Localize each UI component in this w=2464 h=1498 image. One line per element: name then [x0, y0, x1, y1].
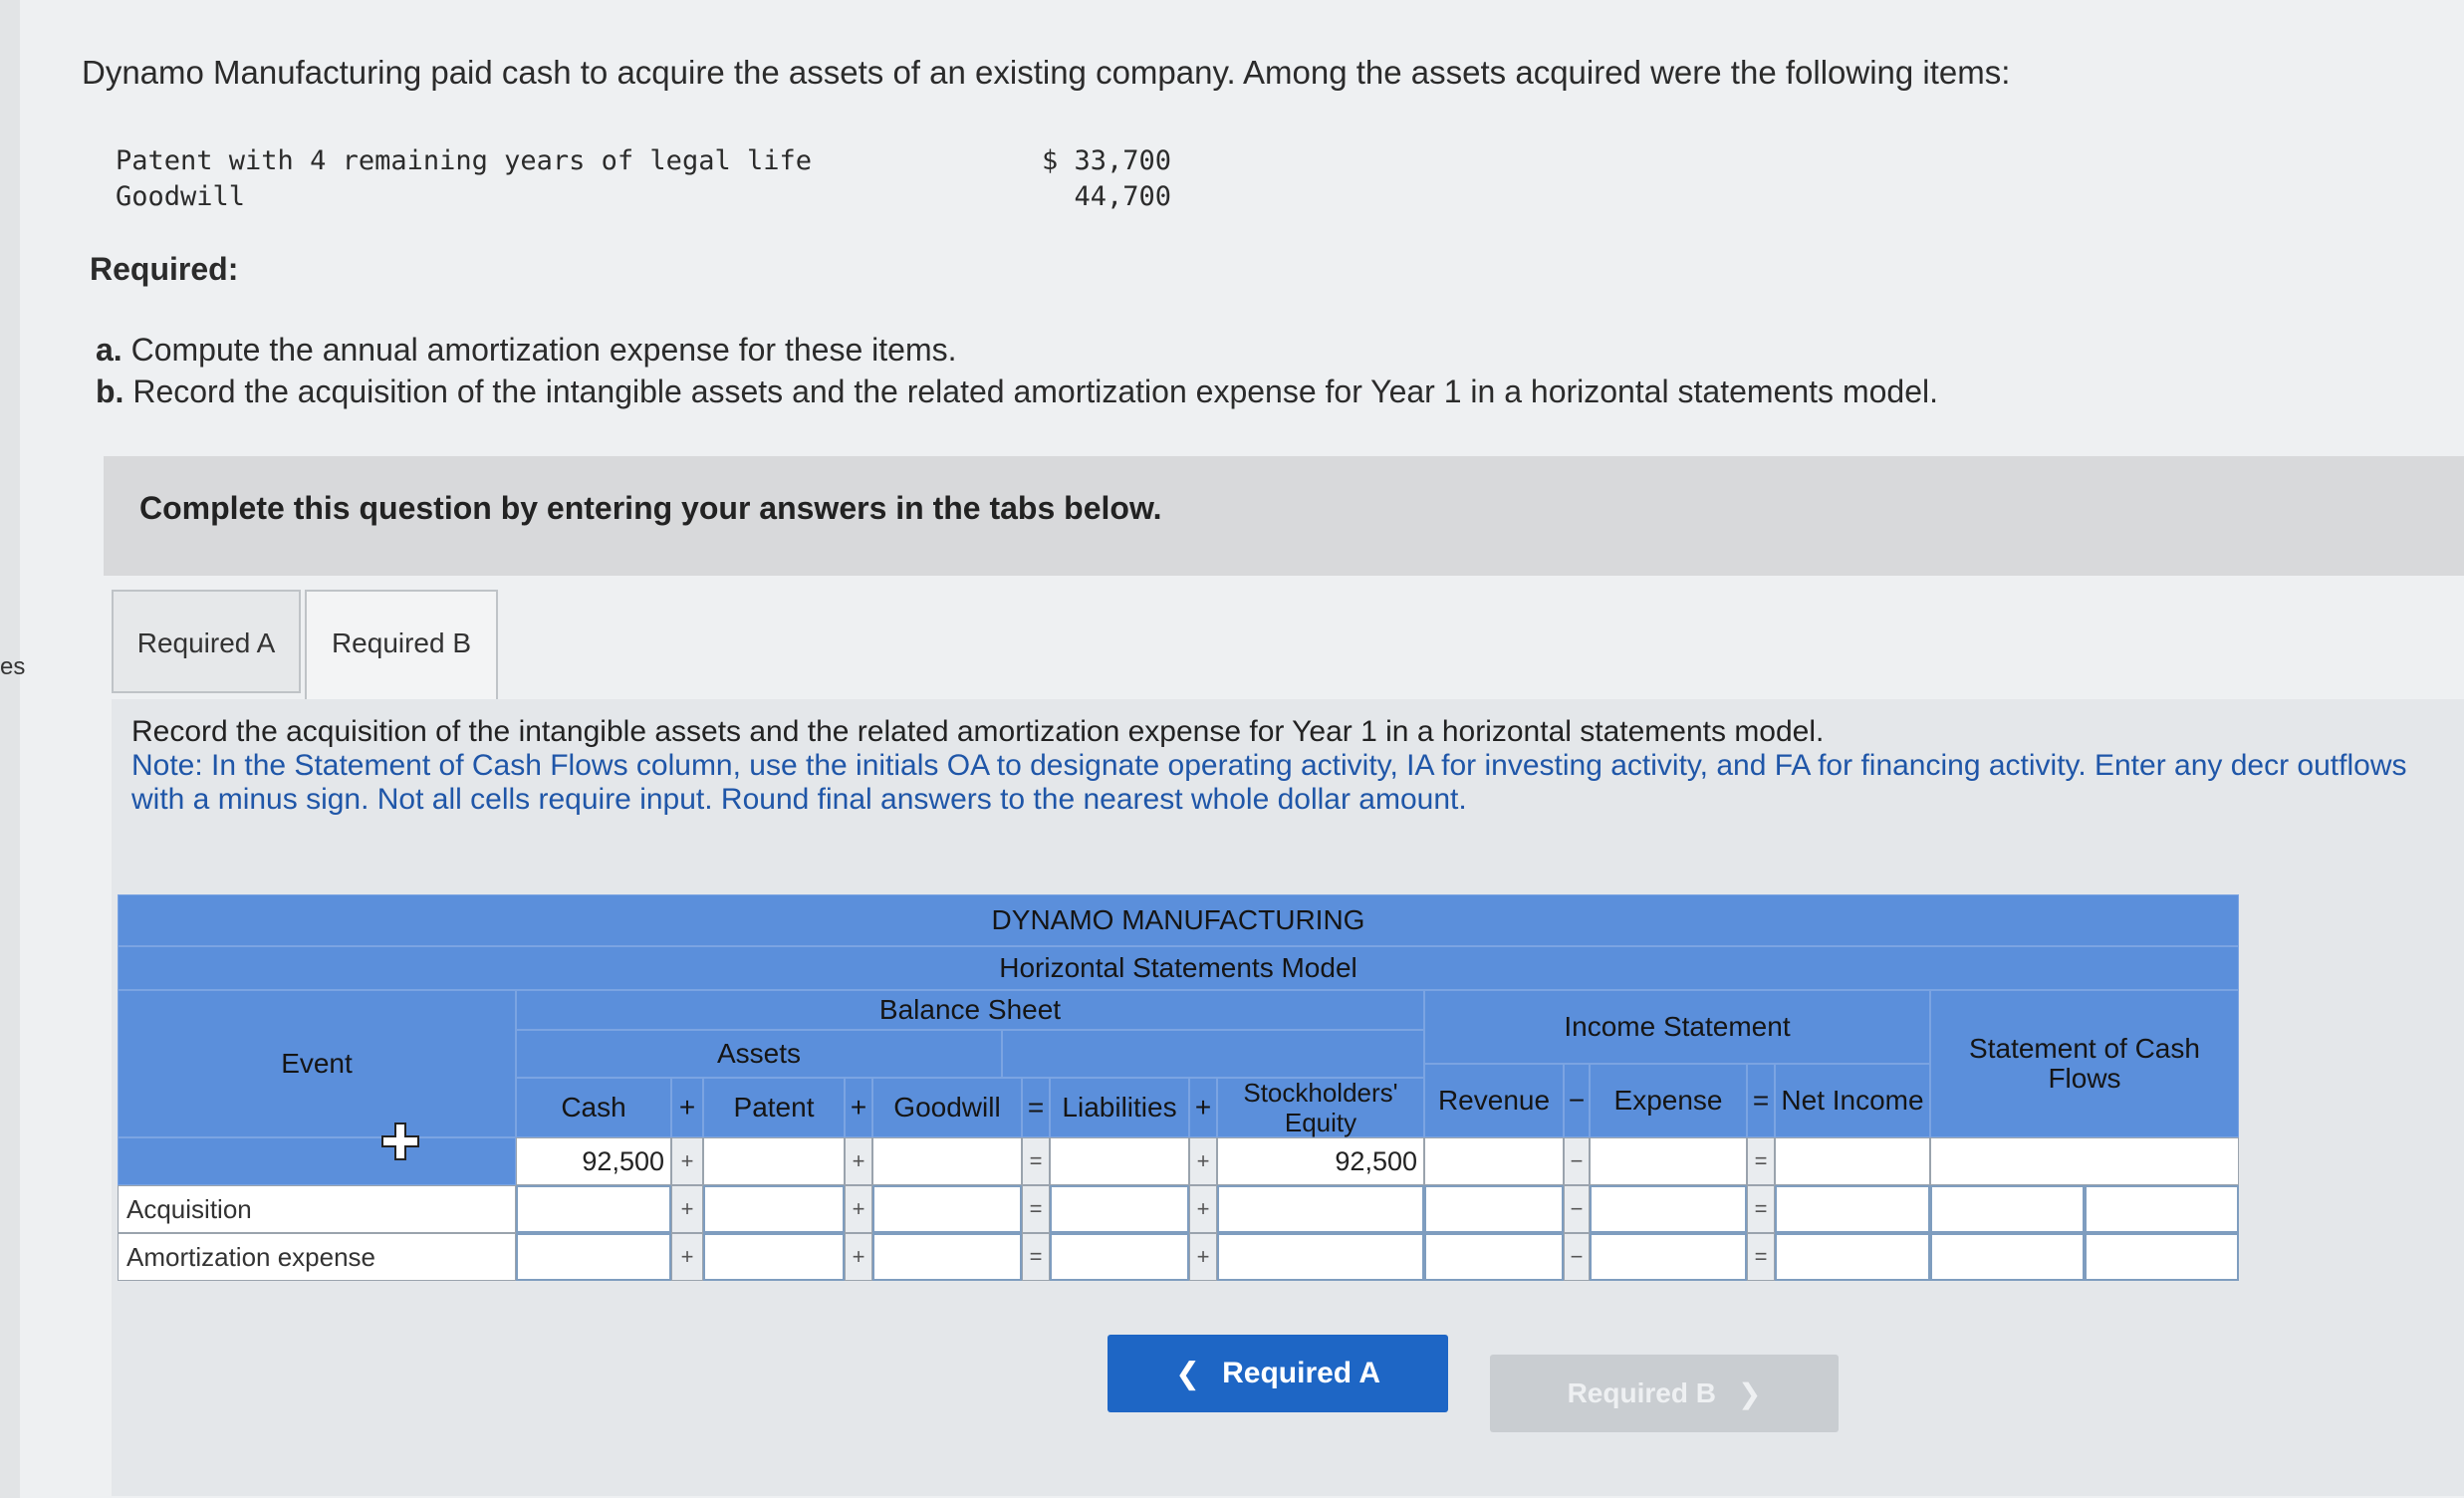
cash-flows-header: Statement of Cash Flows	[1930, 990, 2239, 1137]
opening-liabilities	[1050, 1137, 1189, 1185]
event-acquisition: Acquisition	[118, 1185, 516, 1233]
op-eq: =	[1022, 1078, 1050, 1137]
amortization-patent-input[interactable]	[703, 1233, 845, 1281]
item-label: Goodwill	[116, 181, 246, 212]
requirement-letter: b.	[96, 374, 124, 409]
op-eq: =	[1747, 1233, 1775, 1281]
col-revenue: Revenue	[1424, 1064, 1564, 1137]
model-title: Horizontal Statements Model	[118, 946, 2239, 990]
item-goodwill	[116, 179, 1171, 215]
op-eq: =	[1747, 1185, 1775, 1233]
opening-equity: 92,500	[1217, 1137, 1424, 1185]
col-goodwill: Goodwill	[872, 1078, 1022, 1137]
item-amount: 44,700	[1074, 181, 1171, 212]
item-amount: $ 33,700	[1041, 145, 1171, 176]
item-patent	[116, 143, 1171, 179]
acquisition-equity-input[interactable]	[1217, 1185, 1424, 1233]
instructions-main: Record the acquisition of the intangible assets and the related amortization expense for Year 1 in a horizontal statements model.	[131, 715, 1825, 748]
acquisition-goodwill-input[interactable]	[872, 1185, 1022, 1233]
chevron-right-icon: ❯	[1737, 1377, 1762, 1409]
op-eq: =	[1022, 1233, 1050, 1281]
op-plus: +	[1189, 1233, 1217, 1281]
op-minus: −	[1564, 1137, 1590, 1185]
op-plus: +	[845, 1233, 872, 1281]
op-minus: −	[1564, 1064, 1590, 1137]
op-plus: +	[671, 1185, 703, 1233]
instructions-note: Note: In the Statement of Cash Flows column, use the initials OA to designate operating activity, IA for investing activity, and FA for financing activity. Enter any decr outflows with a minus sign. Not all cells require input. Round final answers to the nearest whole dollar amount.	[131, 749, 2407, 816]
instruction-banner	[104, 456, 2464, 576]
acquisition-patent-input[interactable]	[703, 1185, 845, 1233]
opening-cash: 92,500	[516, 1137, 671, 1185]
banner-text: Complete this question by entering your answers in the tabs below.	[139, 490, 1162, 526]
amortization-cash-input[interactable]	[516, 1233, 671, 1281]
op-plus: +	[1189, 1185, 1217, 1233]
statements-grid	[118, 894, 2239, 1392]
prev-button-label: Required A	[1222, 1357, 1381, 1389]
opening-event-blank	[118, 1137, 516, 1185]
instructions	[131, 715, 2452, 817]
op-eq: =	[1022, 1185, 1050, 1233]
amortization-net-income-input[interactable]	[1775, 1233, 1930, 1281]
prev-required-a-button[interactable]	[1108, 1335, 1448, 1412]
requirement-text: Compute the annual amortization expense for these items.	[130, 332, 957, 368]
op-plus: +	[671, 1233, 703, 1281]
requirement-letter: a.	[96, 332, 123, 368]
op-minus: −	[1564, 1233, 1590, 1281]
chevron-left-icon: ❮	[1174, 1357, 1201, 1390]
opening-patent	[703, 1137, 845, 1185]
side-fragment: es	[0, 653, 26, 680]
amortization-goodwill-input[interactable]	[872, 1233, 1022, 1281]
col-cash: Cash	[516, 1078, 671, 1137]
op-eq: =	[1747, 1137, 1775, 1185]
op-plus: +	[1189, 1078, 1217, 1137]
op-eq: =	[1747, 1064, 1775, 1137]
opening-goodwill	[872, 1137, 1022, 1185]
op-plus: +	[671, 1078, 703, 1137]
col-liabilities: Liabilities	[1050, 1078, 1189, 1137]
acquisition-cash-flow-amount-input[interactable]	[1930, 1185, 2085, 1233]
event-header: Event	[118, 990, 516, 1137]
col-patent: Patent	[703, 1078, 845, 1137]
col-expense: Expense	[1590, 1064, 1747, 1137]
tab-required-b[interactable]: Required B	[305, 590, 498, 701]
amortization-revenue-input[interactable]	[1424, 1233, 1564, 1281]
op-plus: +	[845, 1185, 872, 1233]
event-amortization: Amortization expense	[118, 1233, 516, 1281]
next-button-label: Required B	[1567, 1377, 1716, 1408]
acquisition-liabilities-input[interactable]	[1050, 1185, 1189, 1233]
required-heading: Required:	[90, 251, 239, 287]
left-edge	[0, 0, 20, 1498]
opening-revenue	[1424, 1137, 1564, 1185]
company-name: DYNAMO MANUFACTURING	[118, 894, 2239, 946]
header-spacer	[1002, 1030, 1424, 1078]
acquisition-cash-flow-activity-input[interactable]	[2085, 1185, 2239, 1233]
move-cursor-icon	[380, 1122, 420, 1161]
amortization-liabilities-input[interactable]	[1050, 1233, 1189, 1281]
op-plus: +	[1189, 1137, 1217, 1185]
op-plus: +	[845, 1078, 872, 1137]
op-eq: =	[1022, 1137, 1050, 1185]
acquisition-net-income-input[interactable]	[1775, 1185, 1930, 1233]
income-statement-header: Income Statement	[1424, 990, 1930, 1064]
asset-items	[116, 143, 1171, 215]
col-equity: Stockholders' Equity	[1217, 1078, 1424, 1137]
next-required-b-button	[1490, 1355, 1839, 1432]
op-minus: −	[1564, 1185, 1590, 1233]
amortization-expense-input[interactable]	[1590, 1233, 1747, 1281]
requirements-list	[96, 329, 1938, 412]
acquisition-cash-input[interactable]	[516, 1185, 671, 1233]
assets-header: Assets	[516, 1030, 1002, 1078]
acquisition-expense-input[interactable]	[1590, 1185, 1747, 1233]
tab-required-a[interactable]: Required A	[112, 590, 301, 693]
requirement-a	[96, 329, 1938, 371]
col-net-income: Net Income	[1775, 1064, 1930, 1137]
requirement-text: Record the acquisition of the intangible assets and the related amortization expense for Year 1 in a horizontal statements model.	[132, 374, 1938, 409]
item-label: Patent with 4 remaining years of legal life	[116, 145, 812, 176]
amortization-cash-flow-activity-input[interactable]	[2085, 1233, 2239, 1281]
amortization-equity-input[interactable]	[1217, 1233, 1424, 1281]
op-plus: +	[671, 1137, 703, 1185]
opening-net-income	[1775, 1137, 1930, 1185]
amortization-cash-flow-amount-input[interactable]	[1930, 1233, 2085, 1281]
opening-cash-flows	[1930, 1137, 2239, 1185]
requirement-b	[96, 371, 1938, 412]
balance-sheet-header: Balance Sheet	[516, 990, 1424, 1030]
opening-expense	[1590, 1137, 1747, 1185]
acquisition-revenue-input[interactable]	[1424, 1185, 1564, 1233]
op-plus: +	[845, 1137, 872, 1185]
problem-intro: Dynamo Manufacturing paid cash to acquire the assets of an existing company. Among the assets acquired were the following items:	[82, 54, 2011, 91]
